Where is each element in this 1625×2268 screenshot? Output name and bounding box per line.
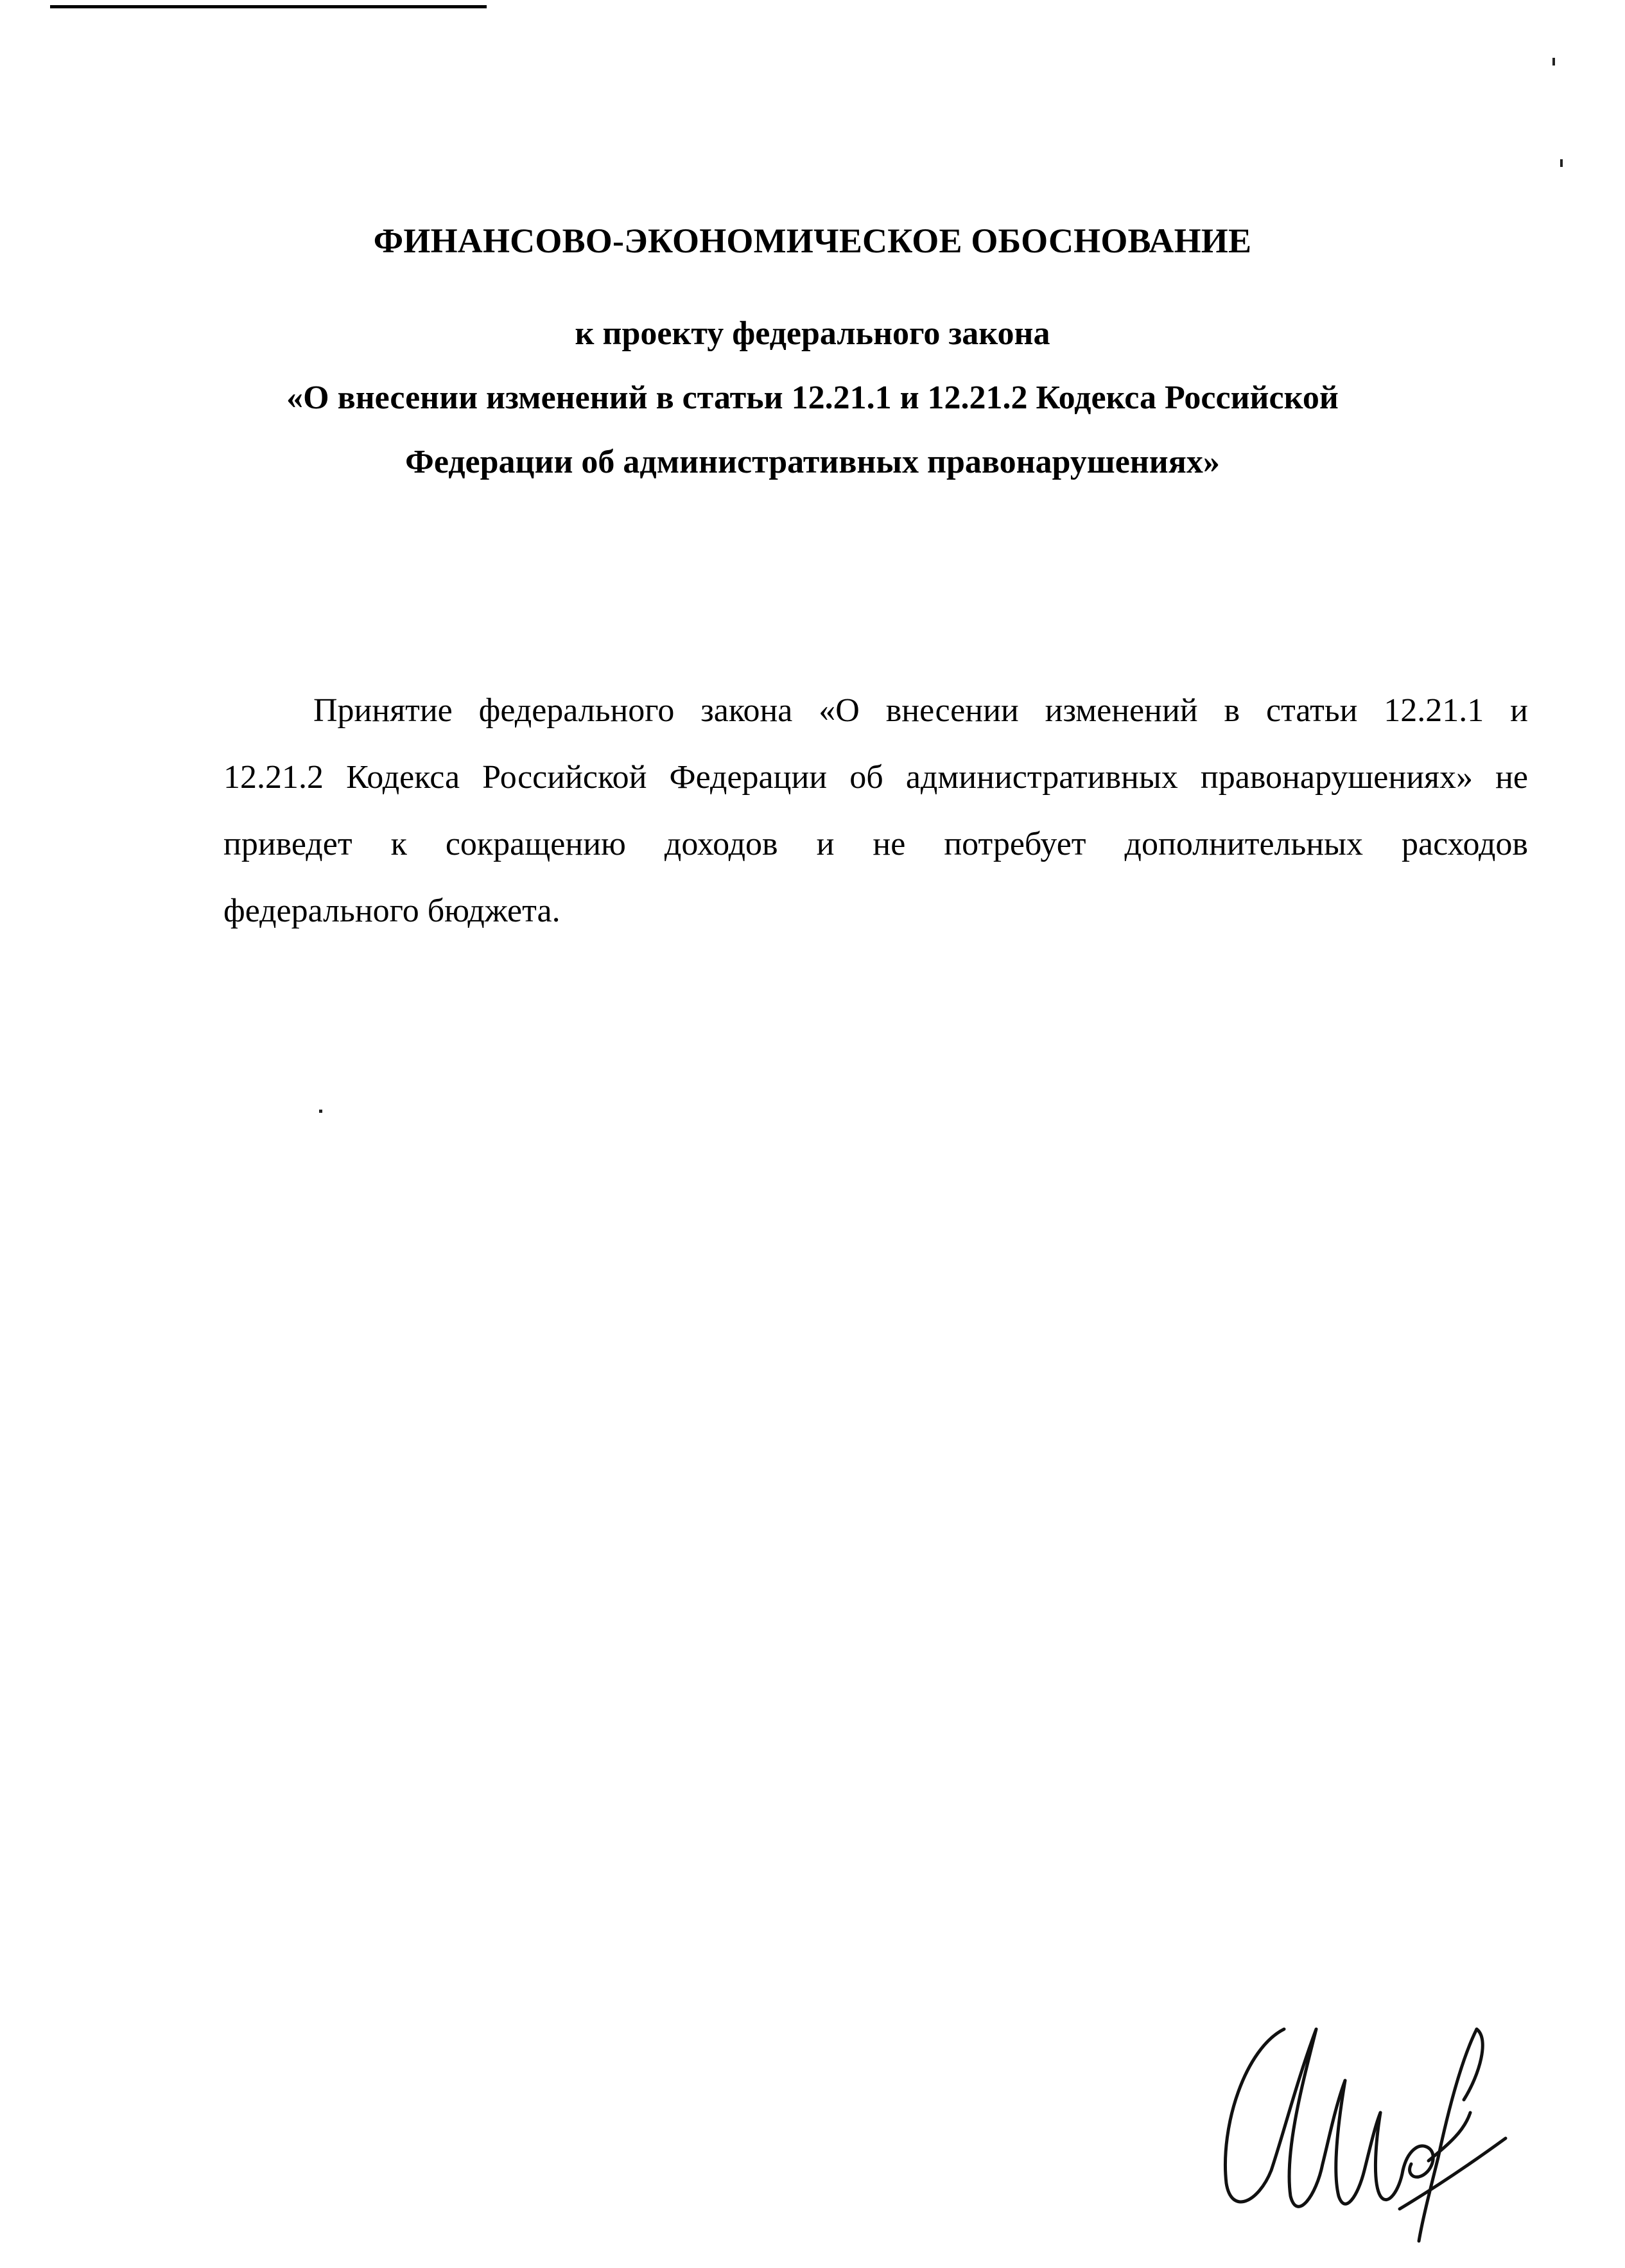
subtitle-line: Федерации об административных правонарушениях»: [405, 444, 1220, 480]
subtitle-line: «О внесении изменений в статьи 12.21.1 и 12.21.2 Кодекса Российской: [286, 379, 1339, 416]
scan-edge-line: [50, 5, 487, 8]
handwritten-signature-icon: [1207, 2003, 1515, 2247]
body-line: приведет к сокращению доходов и не потребует дополнительных расходов: [223, 826, 1528, 862]
body-line: федерального бюджета.: [223, 893, 560, 929]
body-paragraph: [223, 677, 1528, 945]
body-line: Принятие федерального закона «О внесении изменений в статьи 12.21.1 и: [313, 692, 1528, 729]
document-subtitle: [0, 302, 1625, 494]
scan-speck: [319, 1110, 322, 1113]
subtitle-line: к проекту федерального закона: [575, 315, 1050, 352]
scan-speck: [1560, 159, 1563, 167]
document-title: ФИНАНСОВО-ЭКОНОМИЧЕСКОЕ ОБОСНОВАНИЕ: [373, 222, 1252, 260]
body-line: 12.21.2 Кодекса Российской Федерации об административных правонарушениях» не: [223, 759, 1528, 796]
scan-speck: [1552, 58, 1555, 65]
